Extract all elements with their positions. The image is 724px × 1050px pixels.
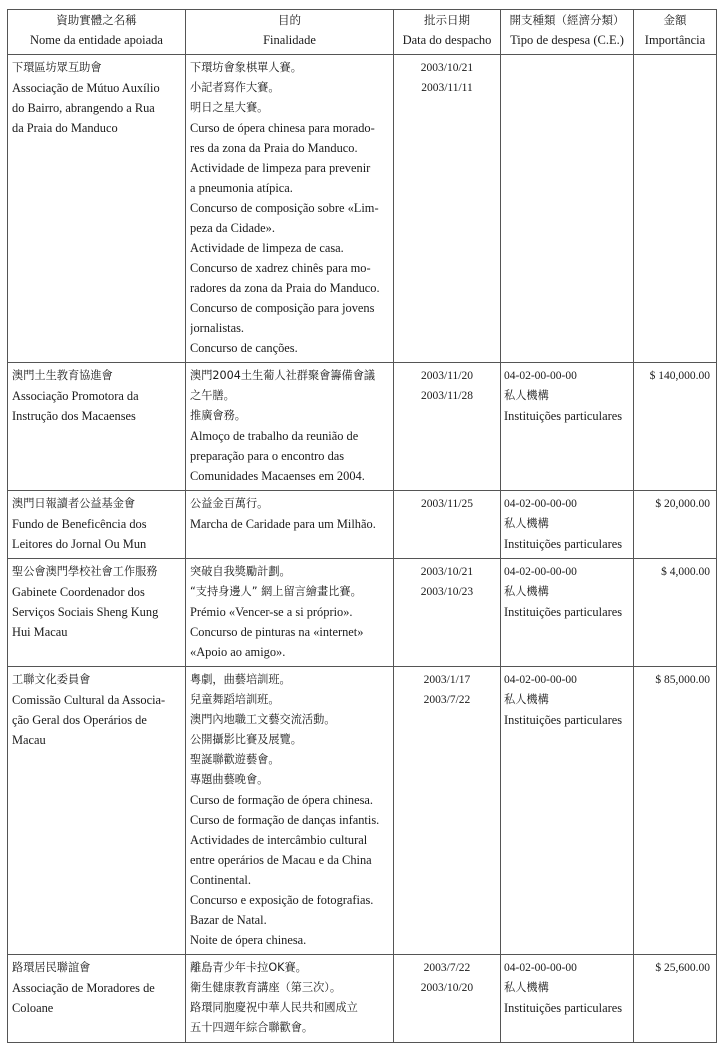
table-body: [8, 55, 717, 1043]
amount-cell: [634, 955, 717, 1043]
amount-cell: [634, 363, 717, 491]
amount-cell: [634, 55, 717, 363]
date-cell: [394, 955, 501, 1043]
header-date-pt: Data do despacho: [402, 33, 492, 47]
purpose-line: 公開攝影比賽及展覽。: [190, 733, 302, 746]
type-line: Instituições particulares: [504, 713, 623, 727]
purpose-line: 兒童舞蹈培訓班。: [190, 693, 280, 706]
purpose-line: 之午膳。: [190, 389, 235, 402]
dates-line: 2003/10/20: [420, 982, 474, 994]
entity-line: Associação Promotora da: [12, 389, 139, 403]
entity-cell: [8, 55, 186, 363]
purpose-line: preparação para o encontro das: [190, 449, 345, 463]
amount-cell: [634, 491, 717, 559]
purpose-line: Actividade de limpeza para prevenir: [190, 161, 371, 175]
type-line: 私人機構: [504, 693, 549, 706]
entity-cell: [8, 955, 186, 1043]
entity-cell: [8, 491, 186, 559]
purpose-line: 衛生健康教育講座（第三次）。: [190, 981, 342, 994]
date-cell: [394, 363, 501, 491]
amount-value: $ 140,000.00: [649, 370, 710, 382]
purpose-line: 澳門2004土生葡人社群聚會籌備會議: [190, 369, 376, 382]
table-row: [8, 491, 717, 559]
header-amount: [634, 10, 717, 55]
purpose-line: 下環坊會象棋單人賽。: [190, 61, 302, 74]
entity-line: 聖公會澳門學校社會工作服務: [12, 565, 158, 578]
amount-cell: [634, 559, 717, 667]
purpose-line: entre operários de Macau e da China: [190, 853, 372, 867]
entity-line: Associação de Mútuo Auxílio: [12, 81, 160, 95]
entity-line: Gabinete Coordenador dos: [12, 585, 145, 599]
header-purpose: [186, 10, 394, 55]
purpose-line: peza da Cidade».: [190, 221, 275, 235]
type-line: Instituições particulares: [504, 605, 623, 619]
table-row: [8, 667, 717, 955]
table-header-row: [8, 10, 717, 55]
dates-line: 2003/10/23: [420, 586, 474, 598]
entity-line: Hui Macau: [12, 625, 68, 639]
expense-type-cell: [501, 559, 634, 667]
purpose-line: 小記者寫作大賽。: [190, 81, 280, 94]
purpose-line: Curso de formação de danças infantis.: [190, 813, 380, 827]
table-row: [8, 363, 717, 491]
purpose-line: Marcha de Caridade para um Milhão.: [190, 517, 376, 531]
entity-line: Fundo de Beneficência dos: [12, 517, 147, 531]
type-line: 04-02-00-00-00: [504, 370, 577, 382]
header-entity: [8, 10, 186, 55]
entity-line: Coloane: [12, 1001, 54, 1015]
purpose-line: Actividade de limpeza de casa.: [190, 241, 344, 255]
entity-cell: [8, 559, 186, 667]
purpose-line: Curso de formação de ópera chinesa.: [190, 793, 374, 807]
entity-line: 工聯文化委員會: [12, 673, 91, 686]
purpose-cell: [186, 667, 394, 955]
purpose-line: 推廣會務。: [190, 409, 246, 422]
header-type-pt: Tipo de despesa (C.E.): [510, 33, 624, 47]
purpose-line: Actividades de intercâmbio cultural: [190, 833, 368, 847]
purpose-line: «Apoio ao amigo».: [190, 645, 286, 659]
header-purpose-zh: 目的: [278, 13, 301, 27]
dates-line: 2003/11/25: [421, 498, 473, 510]
purpose-line: Bazar de Natal.: [190, 913, 267, 927]
expense-type-cell: [501, 491, 634, 559]
table-row: [8, 55, 717, 363]
entity-line: 路環居民聯誼會: [12, 961, 91, 974]
header-type: [501, 10, 634, 55]
header-entity-zh: 資助實體之名稱: [56, 13, 137, 27]
purpose-line: 粵劇，曲藝培訓班。: [190, 673, 291, 686]
purpose-line: Concurso de canções.: [190, 341, 298, 355]
purpose-line: 專題曲藝晚會。: [190, 773, 269, 786]
type-line: 私人機構: [504, 585, 549, 598]
purpose-cell: [186, 559, 394, 667]
purpose-line: 突破自我獎勵計劃。: [190, 565, 291, 578]
purpose-cell: [186, 55, 394, 363]
type-line: 04-02-00-00-00: [504, 498, 577, 510]
purpose-line: 公益金百萬行。: [190, 497, 269, 510]
purpose-cell: [186, 363, 394, 491]
header-amount-zh: 金額: [663, 13, 687, 27]
type-line: 04-02-00-00-00: [504, 674, 577, 686]
header-entity-pt: Nome da entidade apoiada: [30, 33, 163, 47]
purpose-line: Continental.: [190, 873, 251, 887]
amount-value: $ 4,000.00: [661, 566, 710, 578]
entity-line: Comissão Cultural da Associa-: [12, 693, 166, 707]
dates-line: 2003/10/21: [420, 566, 474, 578]
entity-line: Macau: [12, 733, 46, 747]
type-line: 私人機構: [504, 517, 549, 530]
type-line: Instituições particulares: [504, 409, 623, 423]
amount-value: $ 25,600.00: [655, 962, 710, 974]
header-amount-pt: Importância: [644, 33, 706, 47]
purpose-line: Curso de ópera chinesa para morado-: [190, 121, 375, 135]
expense-type-cell: [501, 955, 634, 1043]
date-cell: [394, 559, 501, 667]
dates-line: 2003/11/28: [421, 390, 473, 402]
purpose-line: Concurso de composição sobre «Lim-: [190, 201, 379, 215]
expense-type-cell: [501, 667, 634, 955]
purpose-line: jornalistas.: [190, 321, 245, 335]
dates-line: 2003/7/22: [423, 962, 471, 974]
purpose-cell: [186, 955, 394, 1043]
amount-value: $ 20,000.00: [655, 498, 710, 510]
amount-value: $ 85,000.00: [655, 674, 710, 686]
purpose-line: Concurso de xadrez chinês para mo-: [190, 261, 371, 275]
header-date-zh: 批示日期: [424, 13, 470, 27]
entity-line: 澳門日報讀者公益基金會: [12, 497, 136, 510]
purpose-line: Concurso e exposição de fotografias.: [190, 893, 374, 907]
dates-line: 2003/7/22: [423, 694, 471, 706]
table-row: [8, 559, 717, 667]
purpose-line: Concurso de composição para jovens: [190, 301, 375, 315]
type-line: Instituições particulares: [504, 537, 623, 551]
date-cell: [394, 491, 501, 559]
entity-cell: [8, 363, 186, 491]
type-line: 04-02-00-00-00: [504, 962, 577, 974]
dates-line: 2003/11/20: [421, 370, 473, 382]
entity-line: Leitores do Jornal Ou Mun: [12, 537, 147, 551]
type-line: Instituições particulares: [504, 1001, 623, 1015]
entity-line: Associação de Moradores de: [12, 981, 155, 995]
purpose-cell: [186, 491, 394, 559]
subsidy-table: [7, 9, 717, 1043]
entity-line: do Bairro, abrangendo a Rua: [12, 101, 155, 115]
purpose-line: Almoço de trabalho da reunião de: [190, 429, 359, 443]
table-row: [8, 955, 717, 1043]
type-line: 私人機構: [504, 389, 549, 402]
purpose-line: res da zona da Praia do Manduco.: [190, 141, 358, 155]
purpose-line: “支持身邊人” 網上留言繪畫比賽。: [190, 585, 362, 598]
entity-line: da Praia do Manduco: [12, 121, 118, 135]
header-date: [394, 10, 501, 55]
entity-line: Serviços Sociais Sheng Kung: [12, 605, 159, 619]
header-type-zh: 開支種類（經濟分類）: [509, 13, 625, 27]
purpose-line: 聖誕聯歡遊藝會。: [190, 753, 280, 766]
expense-type-cell: [501, 55, 634, 363]
expense-type-cell: [501, 363, 634, 491]
type-line: 04-02-00-00-00: [504, 566, 577, 578]
dates-line: 2003/10/21: [420, 62, 474, 74]
purpose-line: Comunidades Macaenses em 2004.: [190, 469, 365, 483]
date-cell: [394, 55, 501, 363]
purpose-line: 明日之星大賽。: [190, 101, 269, 114]
purpose-line: Concurso de pinturas na «internet»: [190, 625, 364, 639]
dates-line: 2003/11/11: [421, 82, 473, 94]
entity-line: ção Geral dos Operários de: [12, 713, 147, 727]
purpose-line: 澳門內地職工文藝交流活動。: [190, 713, 336, 726]
purpose-line: Noite de ópera chinesa.: [190, 933, 307, 947]
type-line: 私人機構: [504, 981, 549, 994]
header-purpose-pt: Finalidade: [263, 33, 316, 47]
date-cell: [394, 667, 501, 955]
entity-cell: [8, 667, 186, 955]
dates-line: 2003/1/17: [423, 674, 471, 686]
purpose-line: 離島青少年卡拉OK賽。: [190, 961, 307, 974]
amount-cell: [634, 667, 717, 955]
entity-line: Instrução dos Macaenses: [12, 409, 136, 423]
entity-line: 澳門土生教育協進會: [12, 369, 113, 382]
entity-line: 下環區坊眾互助會: [12, 61, 102, 74]
purpose-line: a pneumonia atípica.: [190, 181, 293, 195]
purpose-line: Prémio «Vencer-se a si próprio».: [190, 605, 353, 619]
purpose-line: 路環同胞慶祝中華人民共和國成立: [190, 1001, 358, 1014]
purpose-line: 五十四週年綜合聯歡會。: [190, 1021, 314, 1034]
purpose-line: radores da zona da Praia do Manduco.: [190, 281, 380, 295]
